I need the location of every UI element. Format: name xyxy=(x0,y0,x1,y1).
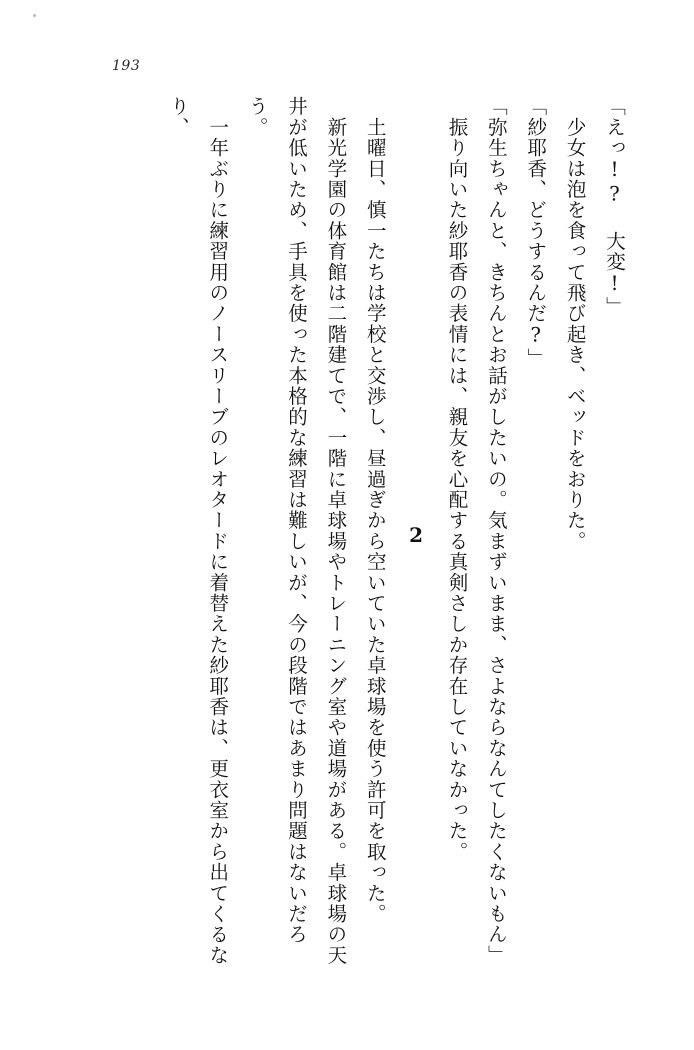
page-artifact-speck xyxy=(33,14,36,17)
body-line-6: 土曜日、慎一たちは学校と交渉し、昼過ぎから空いていた卓球場を使う許可を取った。 xyxy=(363,96,387,924)
body-line-3: 「紗耶香、どうするんだ?」 xyxy=(524,96,548,369)
section-number-text: 2 xyxy=(404,523,429,549)
body-line-5: 振り向いた紗耶香の表情には、親友を心配する真剣さしか存在していなかった。 xyxy=(445,96,469,862)
body-line-7: 新光学園の体育館は二階建てで、一階に卓球場やトレーニング室や道場がある。卓球場の天井が低いため、手具を使った本格的な練習は難しいが、今の段階ではあまり問題はないだろう。 xyxy=(245,96,348,966)
section-number xyxy=(396,96,436,976)
body-line-8: 一年ぶりに練習用のノースリーブのレオタードに着替えた紗耶香は、更衣室から出てくるなり、 xyxy=(166,96,230,966)
vertical-text-body xyxy=(158,96,634,976)
body-line-1: 「えっ!? 大変!」 xyxy=(603,96,626,317)
body-line-2: 少女は泡を食って飛び起き、ベッドをおりた。 xyxy=(563,96,587,552)
body-line-4: 「弥生ちゃんと、きちんとお話がしたいの。気まずいまま、さよならなんてしたくないもん」 xyxy=(484,96,508,966)
page-number: 193 xyxy=(112,58,141,74)
